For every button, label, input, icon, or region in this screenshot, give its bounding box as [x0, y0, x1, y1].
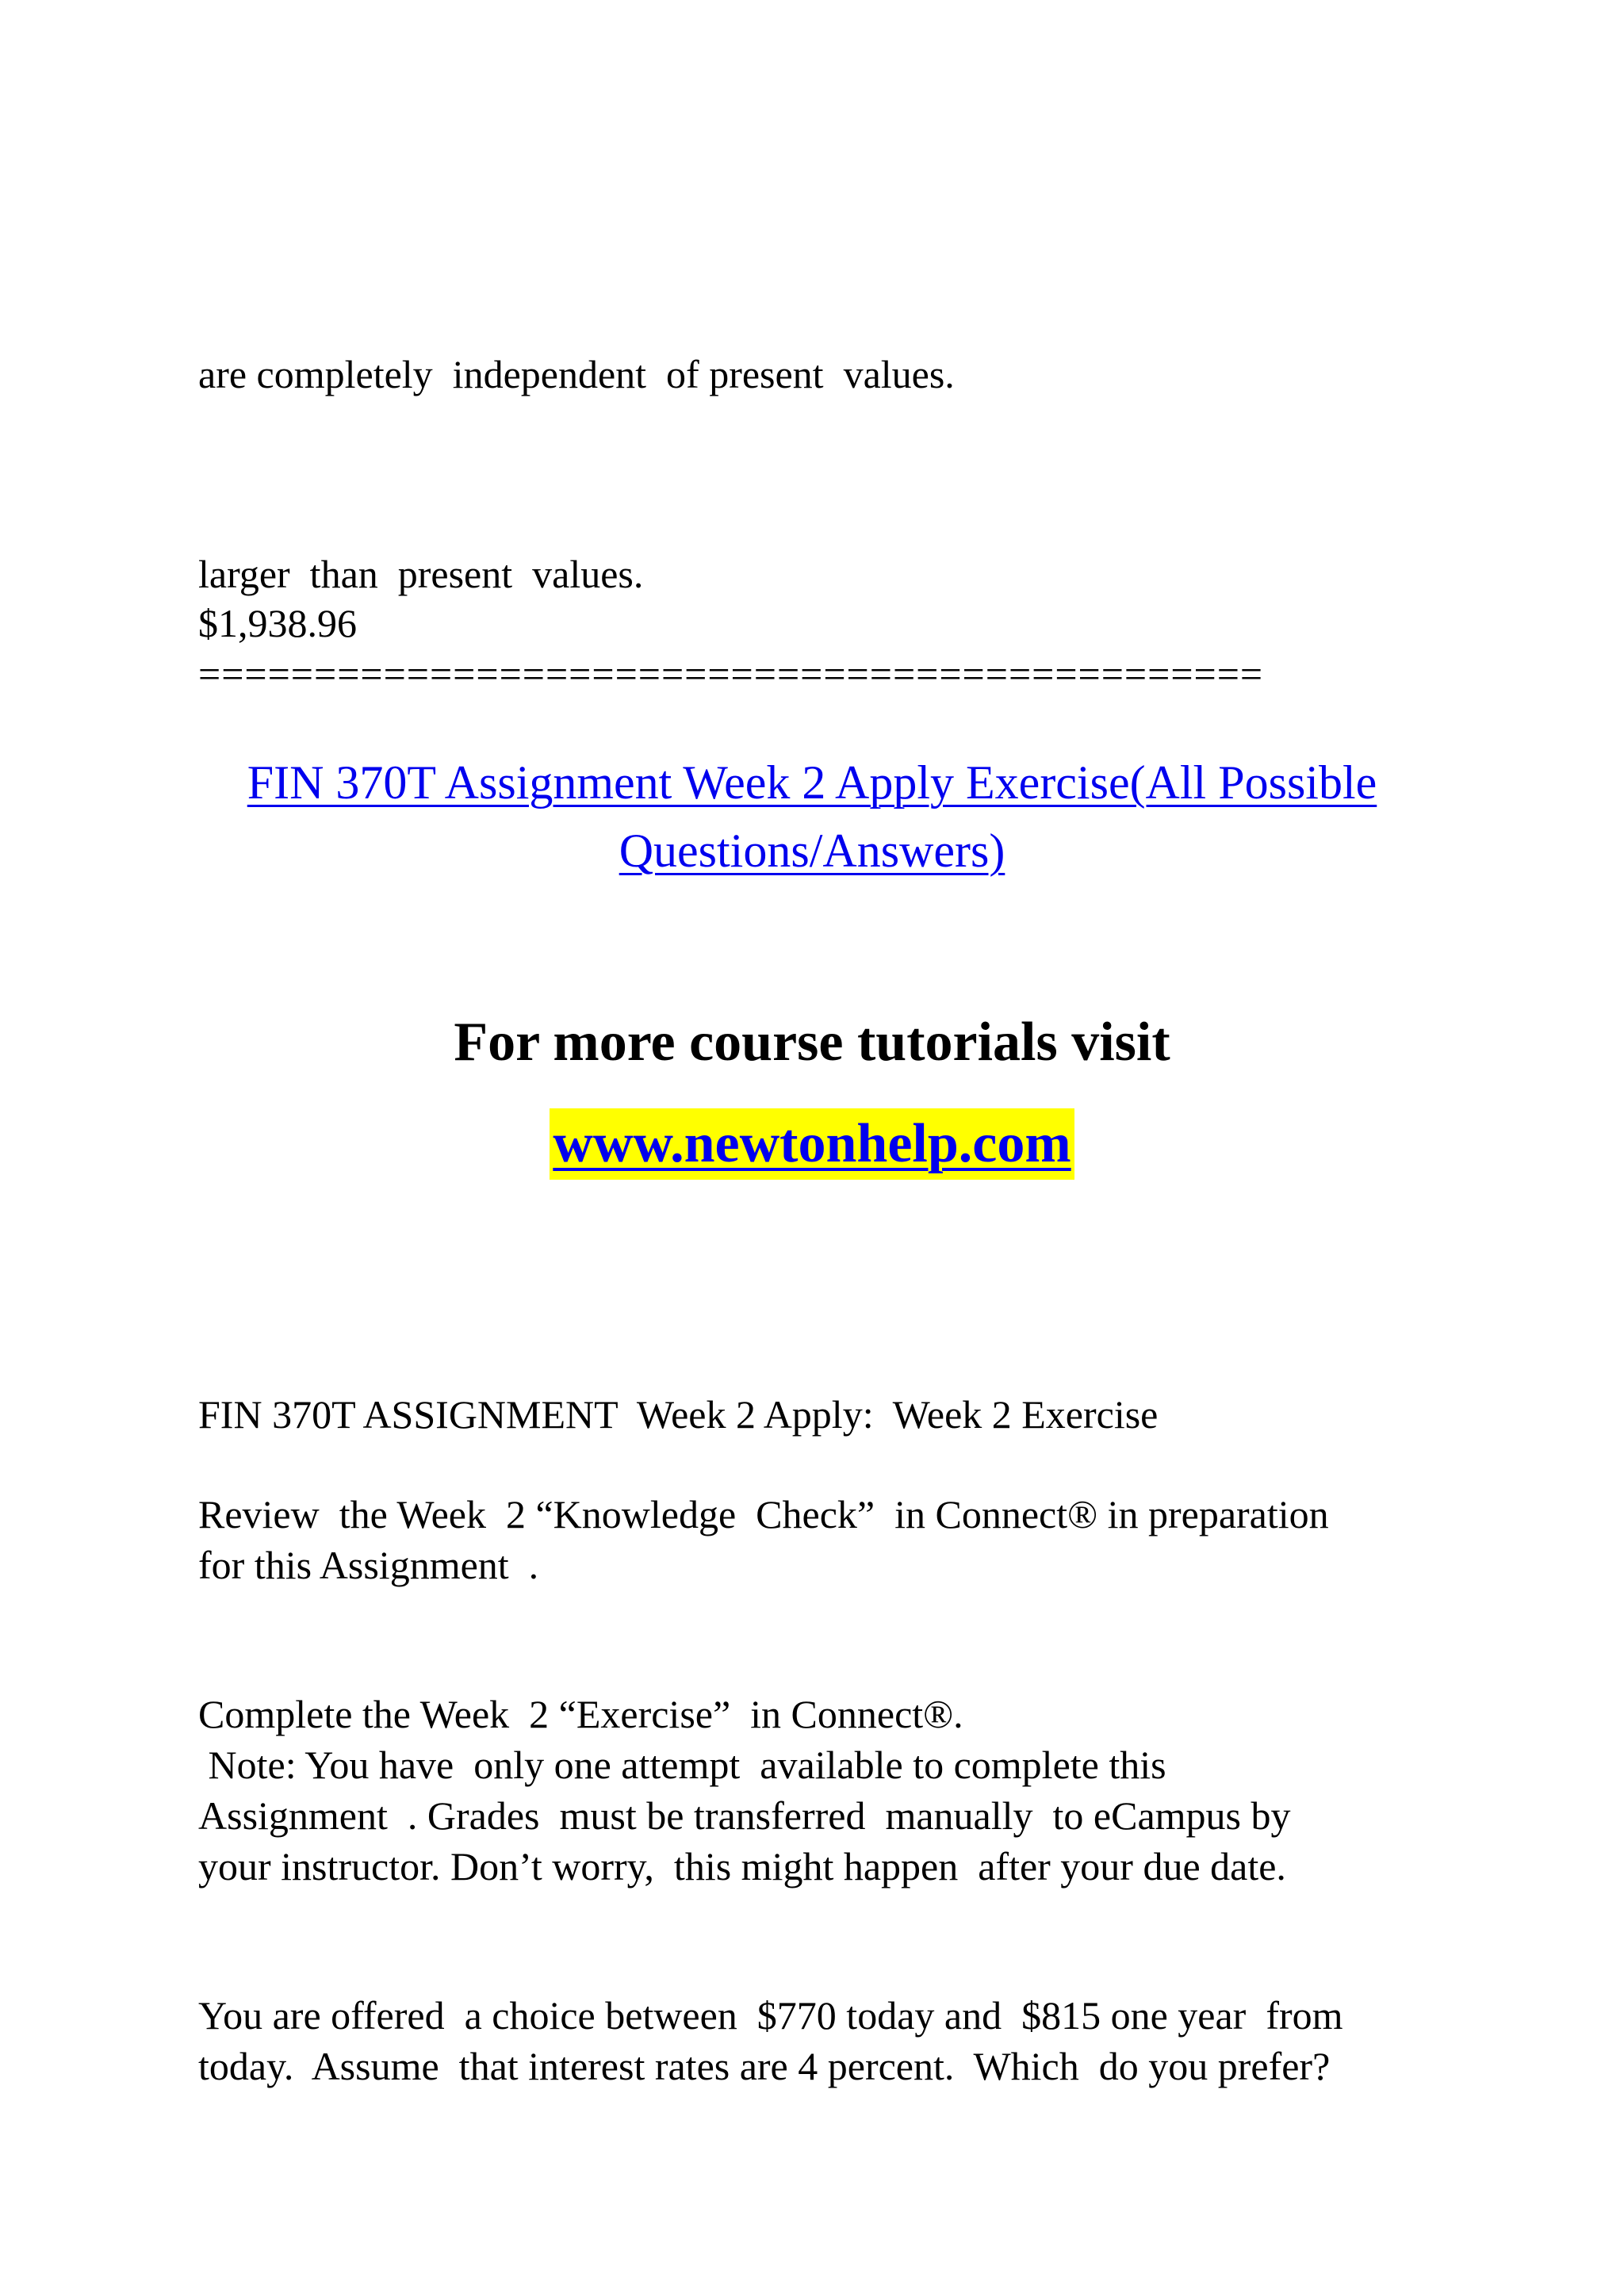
para2-line4: your instructor. Don’t worry, this might happen after your due date. — [198, 1844, 1286, 1888]
promo-link-container — [0, 1108, 1624, 1180]
text-line-larger: larger than present values. — [198, 552, 644, 596]
para1-line2: for this Assignment . — [198, 1543, 539, 1587]
para2-line3: Assignment . Grades must be transferred manually to eCampus by — [198, 1793, 1291, 1838]
assignment-title-link-text-2[interactable]: Questions/Answers) — [619, 825, 1005, 877]
assignment-title-link-line2[interactable] — [0, 817, 1624, 885]
answer-amount: $1,938.96 — [198, 601, 357, 645]
promo-url-link[interactable]: www.newtonhelp.com — [550, 1108, 1074, 1180]
para3-line2: today. Assume that interest rates are 4 percent. Which do you prefer? — [198, 2044, 1331, 2088]
para3-line1: You are offered a choice between $770 today and $815 one year from — [198, 1993, 1343, 2038]
assignment-title-link-text-1[interactable]: FIN 370T Assignment Week 2 Apply Exercise(All Possible — [247, 756, 1377, 809]
separator-line: ============================================== — [198, 652, 1264, 696]
text-line-independent: are completely independent of present values. — [198, 352, 955, 396]
body-heading: FIN 370T ASSIGNMENT Week 2 Apply: Week 2 Exercise — [198, 1392, 1159, 1437]
para2-line2: Note: You have only one attempt available to complete this — [198, 1743, 1166, 1787]
para2-line1: Complete the Week 2 “Exercise” in Connect®. — [198, 1692, 963, 1736]
para1-line1: Review the Week 2 “Knowledge Check” in Connect® in preparation — [198, 1492, 1329, 1536]
assignment-title-link-line1[interactable] — [0, 748, 1624, 817]
promo-heading: For more course tutorials visit — [454, 1012, 1170, 1073]
